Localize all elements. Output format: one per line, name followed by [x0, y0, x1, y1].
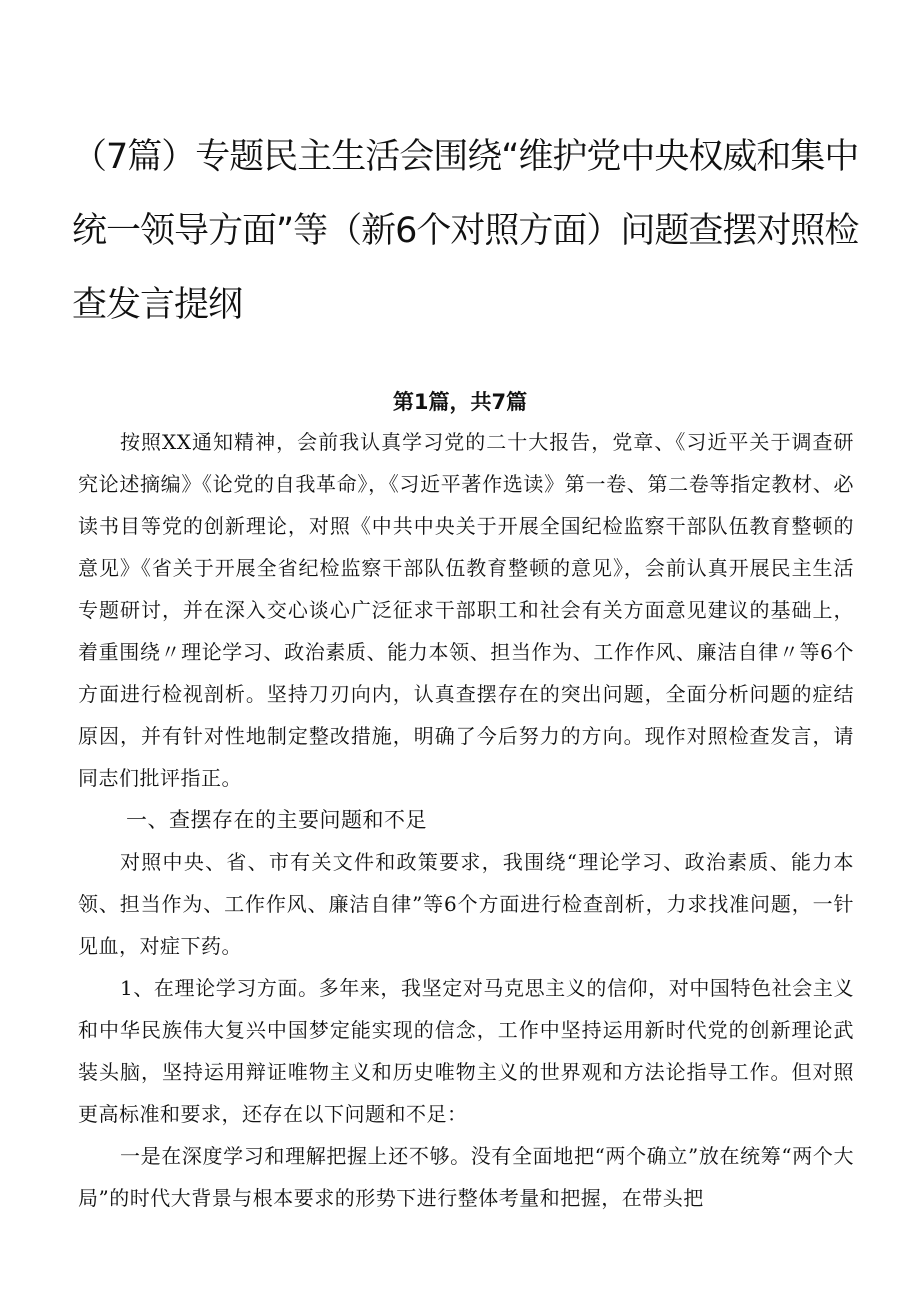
point-paragraph: 一是在深度学习和理解把握上还不够。没有全面地把“两个确立”放在统筹“两个大局”的时代大背景与根本要求的形势下进行整体考量和把握，在带头把 [78, 1144, 854, 1210]
section-heading: 一、查摆存在的主要问题和不足 [126, 808, 427, 832]
part-label: 第1篇，共7篇 [392, 390, 528, 414]
section-paragraph: 对照中央、省、市有关文件和政策要求，我围绕“理论学习、政治素质、能力本领、担当作为、工作作风、廉洁自律”等6个方面进行检查剖析，力求找准问题，一针见血，对症下药。 [78, 850, 854, 958]
item-paragraph: 1、在理论学习方面。多年来，我坚定对马克思主义的信仰，对中国特色社会主义和中华民族伟大复兴中国梦定能实现的信念，工作中坚持运用新时代党的创新理论武装头脑，坚持运用辩证唯物主义和历史唯物主义的世界观和方法论指导工作。但对照更高标准和要求，还存在以下问题和不足： [78, 976, 854, 1126]
document-body [78, 421, 854, 1219]
intro-paragraph: 按照XX通知精神，会前我认真学习党的二十大报告，党章、《习近平关于调查研究论述摘编》《论党的自我革命》，《习近平著作选读》第一卷、第二卷等指定教材、必读书目等党的创新理论，对照《中共中央关于开展全国纪检监察干部队伍教育整顿的意见》《省关于开展全省纪检监察干部队伍教育整顿的意见》，会前认真开展民主生活专题研讨，并在深入交心谈心广泛征求干部职工和社会有关方面意见建议的基础上，着重围绕〃理论学习、政治素质、能力本领、担当作为、工作作风、廉洁自律〃等6个方面进行检视剖析。坚持刀刃向内，认真查摆存在的突出问题，全面分析问题的症结原因，并有针对性地制定整改措施，明确了今后努力的方向。现作对照检查发言，请同志们批评指正。 [78, 430, 854, 790]
document-title: （7篇）专题民主生活会围绕“维护党中央权威和集中统一领导方面”等（新6个对照方面）问题查摆对照检查发言提纲 [72, 137, 859, 325]
